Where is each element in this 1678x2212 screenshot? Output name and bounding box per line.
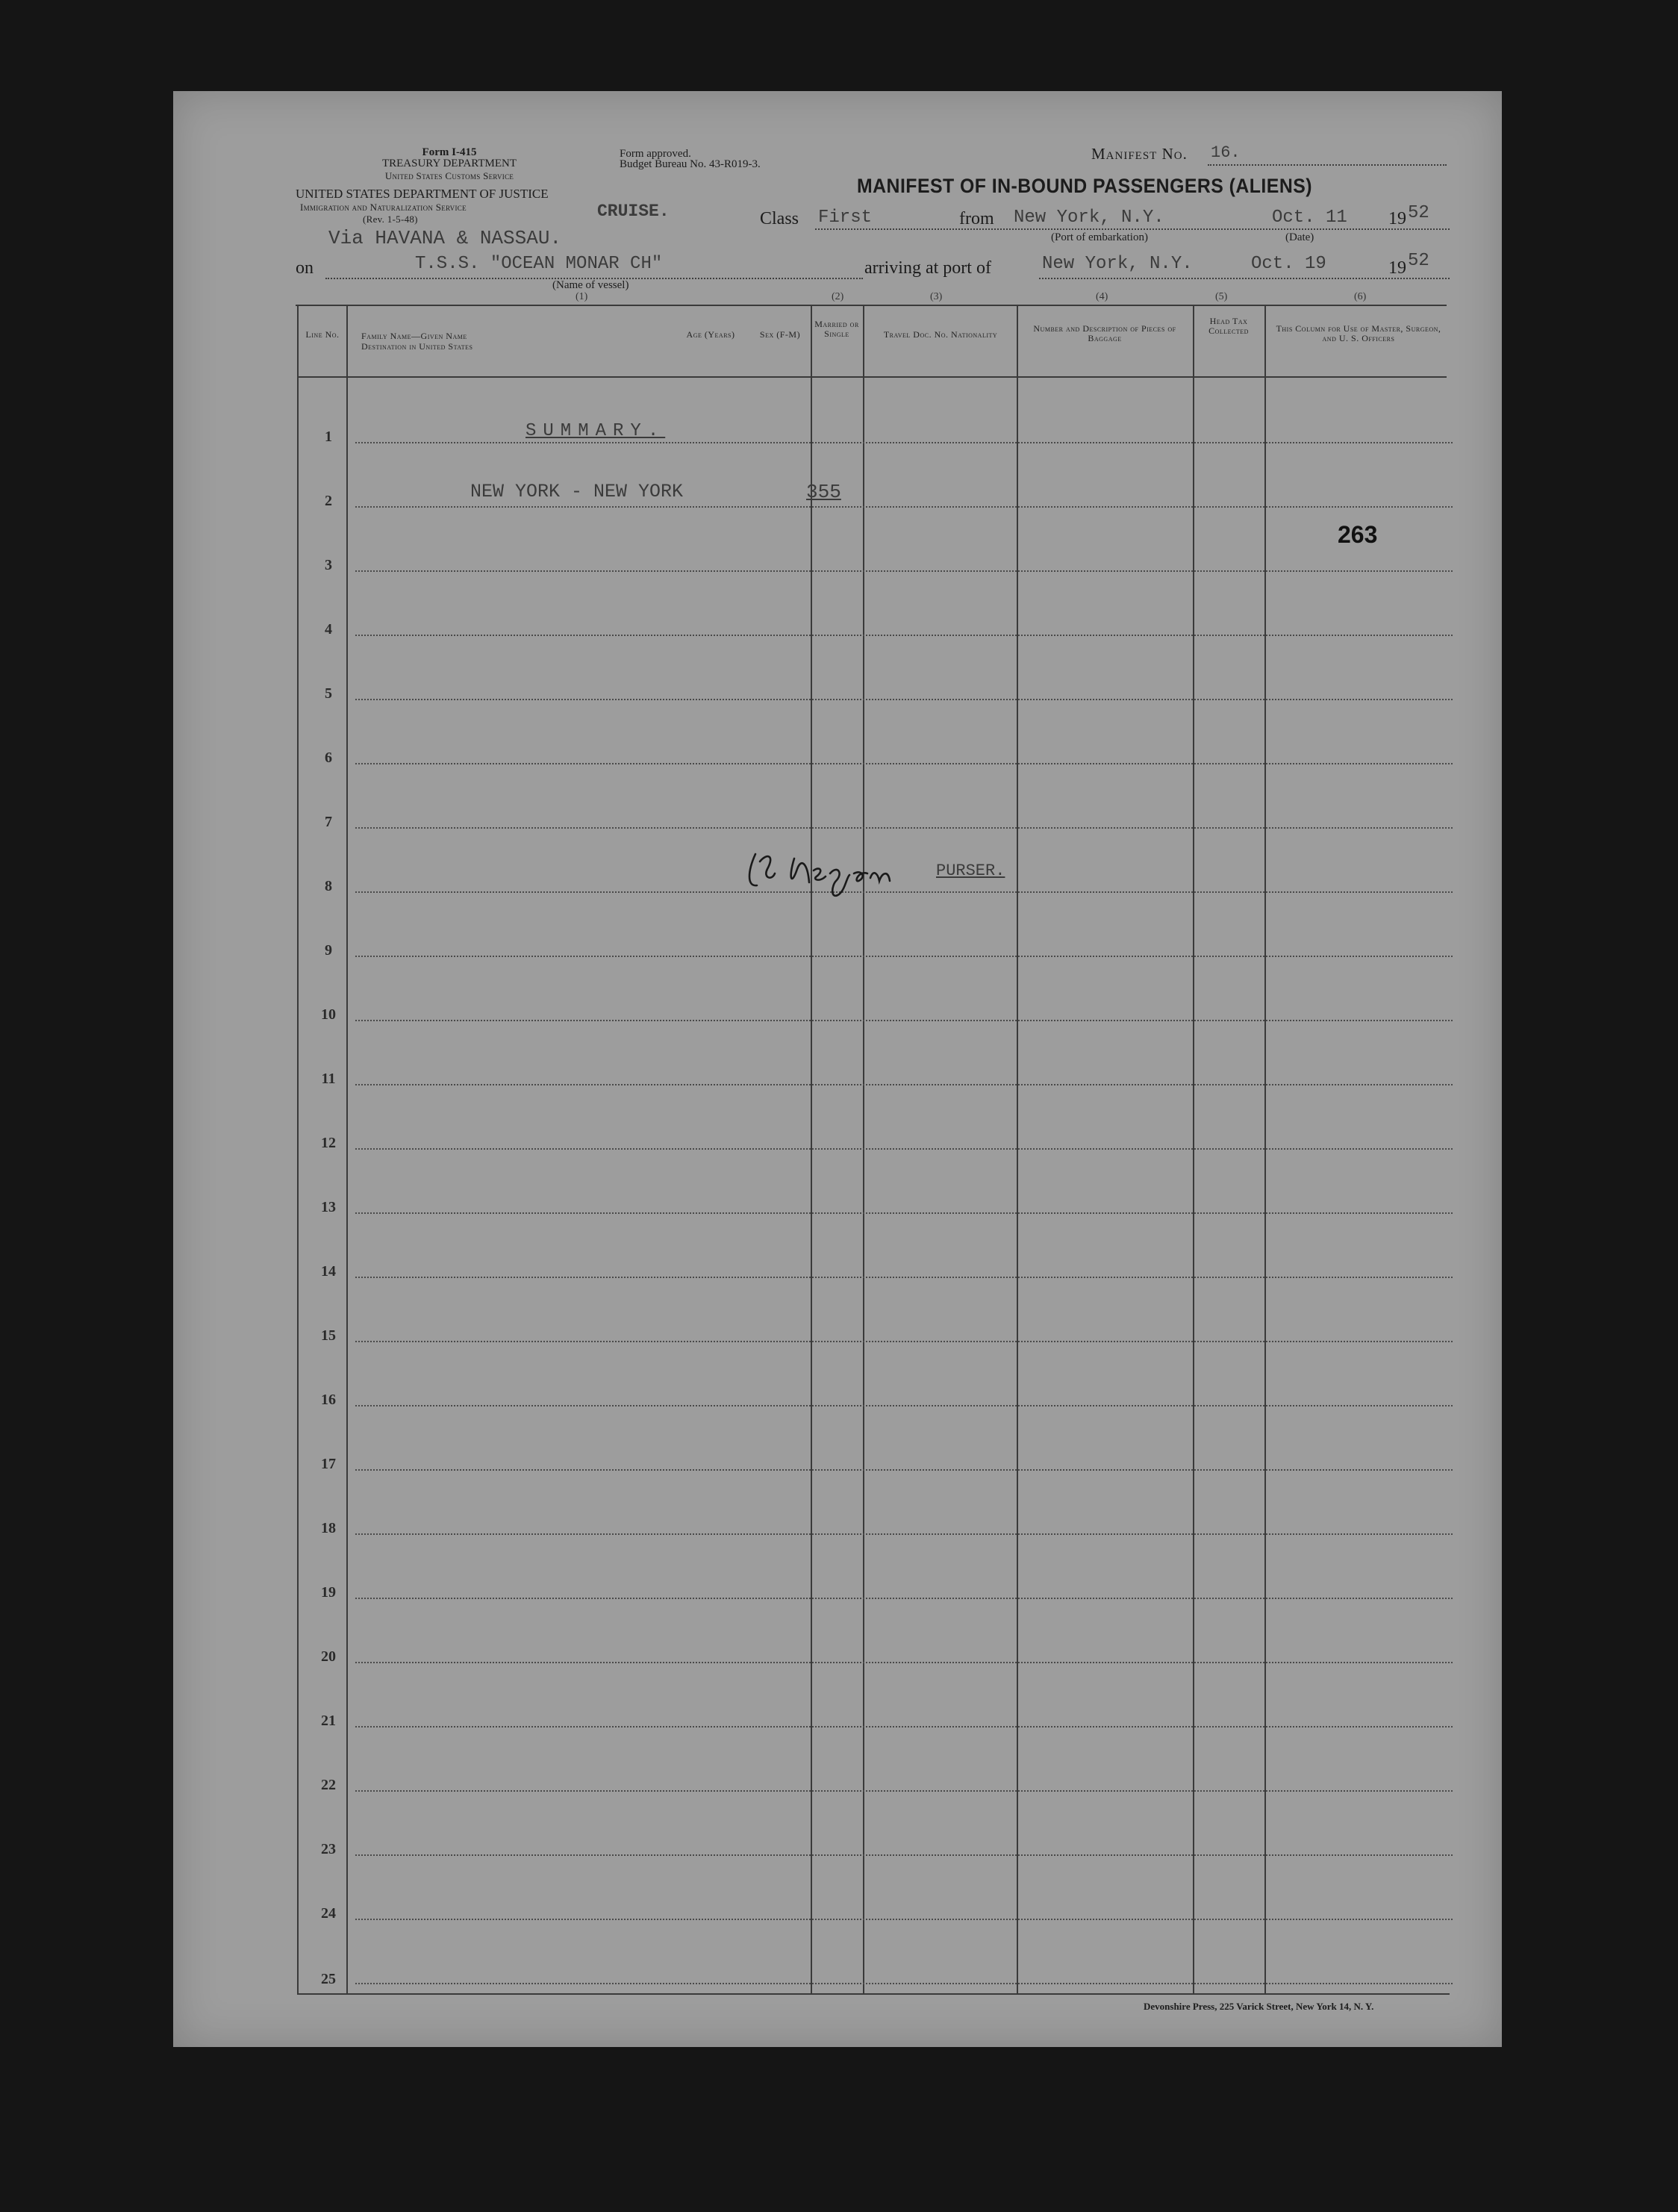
header-head-tax: Head Tax Collected [1208, 316, 1249, 336]
line-number: 1 [325, 429, 332, 445]
date-caption: (Date) [1285, 231, 1314, 243]
row-rule-23 [355, 1854, 1453, 1856]
row-rule-4 [355, 635, 1453, 636]
column-number-5: (5) [1215, 291, 1228, 302]
row-rule-9 [355, 956, 1453, 957]
row-rule-1 [355, 442, 1453, 443]
department-of-justice: UNITED STATES DEPARTMENT OF JUSTICE [296, 187, 549, 201]
manifest-no-value: 16. [1211, 143, 1241, 162]
line-number: 7 [325, 814, 332, 830]
line-number: 14 [321, 1263, 336, 1280]
table-bottom-border [297, 1993, 1450, 1995]
row-rule-20 [355, 1662, 1453, 1663]
line-number: 6 [325, 750, 332, 766]
row-rule-7 [355, 827, 1453, 829]
header-travel-doc: Travel Doc. No. Nationality [883, 329, 998, 340]
column-number-3: (3) [930, 291, 943, 302]
row-rule-11 [355, 1084, 1453, 1085]
from-label: from [959, 209, 994, 228]
row-rule-18 [355, 1533, 1453, 1535]
arriving-label: arriving at port of [864, 258, 991, 278]
customs-service: United States Customs Service [384, 170, 514, 181]
table-left-border [297, 305, 299, 1995]
line-number: 19 [321, 1584, 336, 1601]
budget-bureau: Budget Bureau No. 43-R019-3. [620, 158, 761, 170]
line-number: 24 [321, 1905, 336, 1922]
line-number: 5 [325, 685, 332, 702]
line-number: 4 [325, 621, 332, 638]
line-number: 3 [325, 557, 332, 573]
column-number-6: (6) [1354, 291, 1367, 302]
column-number-2: (2) [832, 291, 844, 302]
officer-number: 263 [1338, 521, 1378, 548]
row-rule-19 [355, 1598, 1453, 1599]
from-date: Oct. 11 [1272, 208, 1347, 228]
row-rule-16 [355, 1405, 1453, 1406]
baggage-divider [1193, 305, 1194, 1995]
line-number: 25 [321, 1971, 336, 1987]
arriving-year-prefix: 19 [1388, 258, 1406, 278]
name-divider [811, 305, 812, 1995]
purser-signature [742, 848, 936, 908]
form-revision: (Rev. 1-5-48) [363, 214, 418, 225]
form-approved: Form approved. [620, 148, 691, 160]
table-top-border [296, 305, 1447, 306]
line-number: 16 [321, 1392, 336, 1408]
line-number: 21 [321, 1713, 336, 1729]
header-sex: Sex (F-M) [759, 329, 801, 340]
line-number: 8 [325, 878, 332, 894]
line-no-divider [346, 305, 348, 1995]
arriving-year: 52 [1408, 251, 1429, 271]
row-rule-22 [355, 1790, 1453, 1792]
line-number: 9 [325, 942, 332, 959]
from-port: New York, N.Y. [1014, 208, 1164, 228]
row-rule-10 [355, 1020, 1453, 1021]
header-line-no: Line No. [305, 329, 340, 340]
line-number: 2 [325, 493, 332, 509]
vessel-caption: (Name of vessel) [552, 279, 629, 291]
line-number: 10 [321, 1006, 336, 1023]
row-rule-6 [355, 763, 1453, 764]
cruise-label: CRUISE. [597, 202, 670, 221]
row-rule-14 [355, 1277, 1453, 1278]
manifest-title: MANIFEST OF IN-BOUND PASSENGERS (ALIENS) [857, 175, 1312, 197]
row-rule-12 [355, 1148, 1453, 1150]
row-rule-17 [355, 1469, 1453, 1471]
arriving-port: New York, N.Y. [1042, 254, 1193, 274]
row-rule-15 [355, 1341, 1453, 1342]
column-number-1: (1) [576, 291, 588, 302]
table-header-divider [299, 376, 1447, 378]
married-divider [863, 305, 864, 1995]
line-number: 12 [321, 1135, 336, 1151]
header-baggage: Number and Description of Pieces of Baggage [1033, 323, 1176, 343]
arriving-rule [1039, 278, 1450, 279]
header-destination: Destination in United States [361, 341, 473, 352]
passenger-count: 355 [806, 481, 841, 503]
printer-imprint: Devonshire Press, 225 Varick Street, New York 14, N. Y. [1144, 2001, 1374, 2012]
line-number: 22 [321, 1777, 336, 1793]
header-married: Married or Single [814, 319, 859, 339]
row-rule-24 [355, 1919, 1453, 1920]
line-number: 11 [321, 1071, 336, 1087]
line-number: 13 [321, 1199, 336, 1215]
from-rule [815, 228, 1450, 230]
vessel-name: T.S.S. "OCEAN MONAR CH" [415, 254, 663, 274]
row-rule-3 [355, 570, 1453, 572]
row-rule-21 [355, 1726, 1453, 1727]
arriving-date: Oct. 19 [1251, 254, 1326, 274]
column-number-4: (4) [1096, 291, 1108, 302]
row-rule-5 [355, 699, 1453, 700]
from-year-prefix: 19 [1388, 209, 1406, 228]
class-label: Class [760, 209, 799, 228]
line-number: 18 [321, 1520, 336, 1536]
row-rule-2 [355, 506, 1453, 508]
line-number: 23 [321, 1841, 336, 1857]
travel-doc-divider [1017, 305, 1018, 1995]
summary-heading: SUMMARY. [525, 421, 666, 441]
via-ports: Via HAVANA & NASSAU. [328, 227, 562, 249]
head-tax-divider [1264, 305, 1266, 1995]
manifest-no-rule [1208, 164, 1447, 166]
treasury-department: TREASURY DEPARTMENT [381, 158, 517, 169]
header-family-name: Family Name—Given Name [361, 331, 467, 341]
class-value: First [818, 208, 873, 228]
on-label: on [296, 258, 314, 278]
form-number: Form I-415 [422, 146, 477, 158]
manifest-sheet [173, 91, 1502, 2047]
purser-title: PURSER. [936, 862, 1005, 880]
header-age: Age (Years) [686, 329, 735, 340]
row-rule-25 [355, 1983, 1453, 1984]
row-rule-13 [355, 1212, 1453, 1214]
line-number: 15 [321, 1327, 336, 1344]
manifest-no-label: Manifest No. [1091, 145, 1188, 163]
route-entry: NEW YORK - NEW YORK [470, 481, 684, 502]
line-number: 20 [321, 1648, 336, 1665]
ins-service: Immigration and Naturalization Service [300, 202, 467, 213]
port-embark-caption: (Port of embarkation) [1051, 231, 1148, 243]
from-year: 52 [1408, 203, 1429, 223]
header-officers: This Column for Use of Master, Surgeon, and U. S. Officers [1276, 323, 1441, 343]
line-number: 17 [321, 1456, 336, 1472]
